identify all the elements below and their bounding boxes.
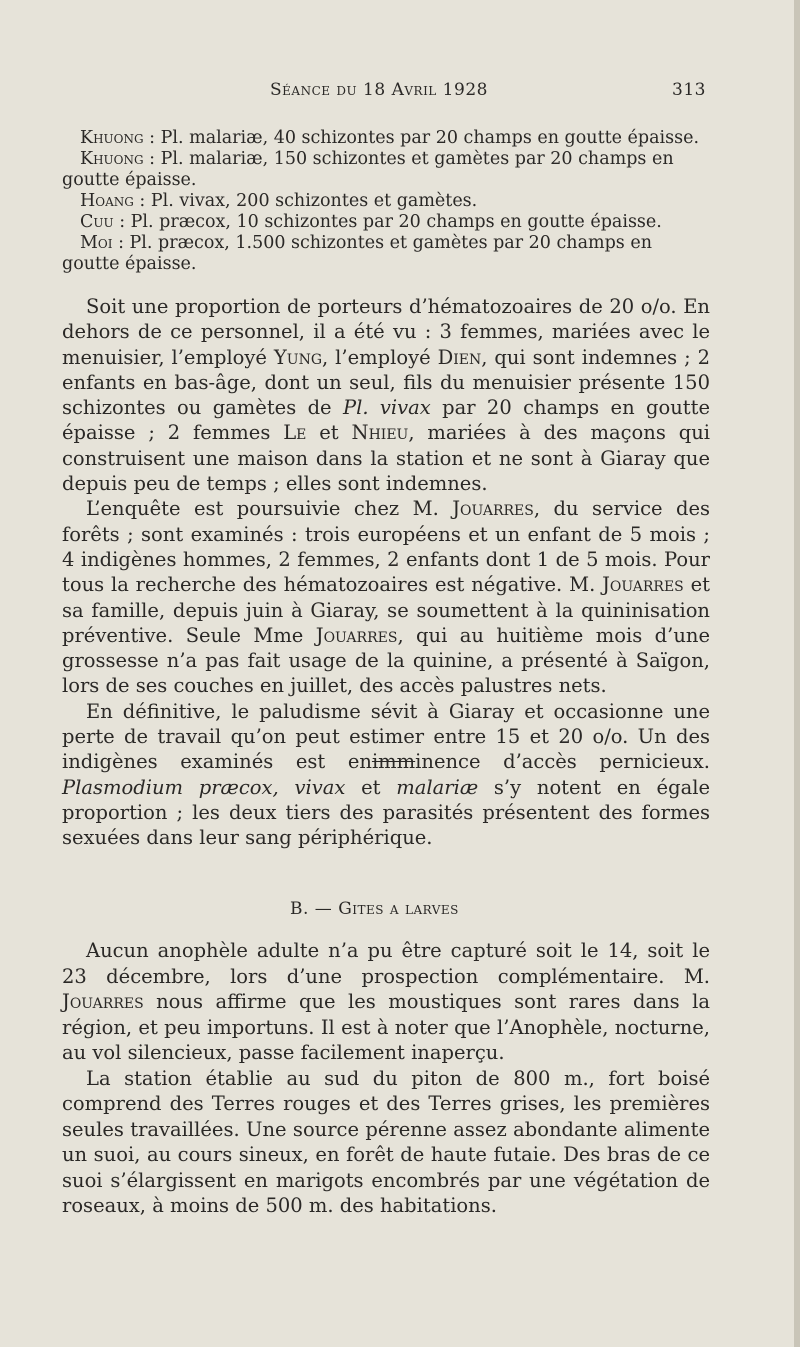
person-name: Jouarres: [452, 497, 534, 521]
case-text: : Pl. vivax, 200 schizontes et gamètes.: [133, 191, 478, 211]
struck-text: imm: [371, 750, 416, 774]
text-run: En définitive, le paludisme sévit à Giaray et occasionne une perte de travail qu’on peut estimer entre 15 et 20 o/o. Un des indigènes examinés est en: [62, 699, 710, 774]
text-run: La station établie au sud du piton de 800 m., fort boisé comprend des Terres rouges et des Terres grises, les premières seules travaillées. Une source pérenne assez abondante alimente un suoi, au cours sineux, en forêt de haute futaie. Des bras de ce suoi s’élargissent en marigots encombrés par une végétation de roseaux, à moins de 500 m. des habitations.: [62, 1066, 710, 1217]
text-run: , du service des forêts ; sont examinés : trois européens et un enfant de 5 mois ; 4 indigènes hommes, 2 femmes, 2 enfants dont 1 de 5 mois. Pour tous la recherche des hématozoaires est négative. M.: [62, 497, 711, 597]
text-run: et: [306, 421, 352, 445]
paragraph: [62, 938, 710, 1066]
text-run: nous affirme que les moustiques sont rares dans la région, et peu importuns. Il est à noter que l’Anophèle, nocturne, au vol silencieux, passe facilement inaperçu.: [62, 990, 710, 1064]
case-name: Cuu: [80, 212, 114, 232]
case-name: Khuong: [80, 128, 144, 148]
case-list: [62, 128, 707, 275]
species-name: Plasmodium præcox, vivax: [62, 775, 346, 799]
person-name: Nhieu: [351, 421, 409, 445]
text-run: et: [345, 775, 397, 799]
text-run: , qui au huitième mois d’une grossesse n’a pas fait usage de la quinine, a présenté à Saïgon, lors de ses couches en juillet, des accès palustres nets.: [62, 623, 710, 698]
person-name: Yung: [273, 345, 323, 369]
case-text: : Pl. præcox, 10 schizontes par 20 champs en goutte épaisse.: [113, 212, 662, 232]
paragraph: [62, 699, 710, 851]
text-run: L’enquête est poursuivie chez M.: [86, 497, 453, 521]
species-name: malariæ: [396, 775, 479, 799]
text-run: inence d’accès pernicieux.: [415, 750, 711, 774]
page-edge-shadow: [794, 0, 800, 1347]
text-run: s’y notent en égale proportion ; les deux tiers des parasités présentent des formes sexuées dans leur sang périphérique.: [62, 775, 710, 850]
text-run: et sa famille, depuis juin à Giaray, se soumettent à la quininisation préventive. Seule Mme: [62, 573, 710, 647]
person-name: Jouarres: [315, 623, 398, 647]
person-name: Le: [283, 421, 307, 445]
text-run: , l’employé: [322, 345, 438, 369]
case-entry: [62, 233, 707, 275]
paragraph: [62, 1066, 710, 1219]
case-text: : Pl. malariæ, 150 schizontes et gamètes par 20 champs en goutte épaisse.: [62, 149, 674, 190]
person-name: Dien: [437, 345, 482, 369]
text-run: , qui sont indemnes ; 2 enfants en bas-âge, dont un seul, fils du menuisier présente 150 schizontes ou gamètes de: [62, 345, 710, 420]
case-text: : Pl. malariæ, 40 schizontes par 20 champs en goutte épaisse.: [143, 128, 700, 148]
body-text-section-b: [62, 938, 710, 1219]
case-text: : Pl. præcox, 1.500 schizontes et gamètes par 20 champs en goutte épaisse.: [62, 233, 652, 274]
paragraph: [62, 294, 710, 496]
text-run: Aucun anophèle adulte n’a pu être capturé soit le 14, soit le 23 décembre, lors d’une prospection complémentaire. M.: [62, 939, 710, 988]
text-run: , mariées à des maçons qui construisent une maison dans la station et ne sont à Giaray que depuis peu de temps ; elles sont indemnes.: [62, 421, 710, 496]
body-text: [62, 294, 710, 851]
running-header: [0, 80, 800, 104]
person-name: Jouarres: [62, 990, 144, 1013]
case-entry: [62, 212, 707, 233]
paragraph: [62, 496, 710, 698]
case-name: Moi: [80, 233, 113, 253]
text-run: Soit une proportion de porteurs d’hématozoaires de 20 o/o. En dehors de ce personnel, il a été vu : 3 femmes, mariées avec le menuisier, l’employé: [62, 295, 710, 369]
case-entry: [62, 149, 707, 191]
header-title: Séance du 18 Avril 1928: [270, 80, 488, 100]
text-run: par 20 champs en goutte épaisse ; 2 femmes: [62, 396, 710, 445]
species-name: Pl. vivax: [342, 396, 431, 420]
person-name: Jouarres: [602, 573, 684, 597]
page-number: 313: [672, 80, 706, 100]
section-title: B. — Gites a larves: [290, 899, 459, 919]
case-entry: [62, 191, 707, 212]
case-entry: [62, 128, 707, 149]
case-name: Hoang: [80, 191, 134, 211]
case-name: Khuong: [80, 149, 144, 169]
